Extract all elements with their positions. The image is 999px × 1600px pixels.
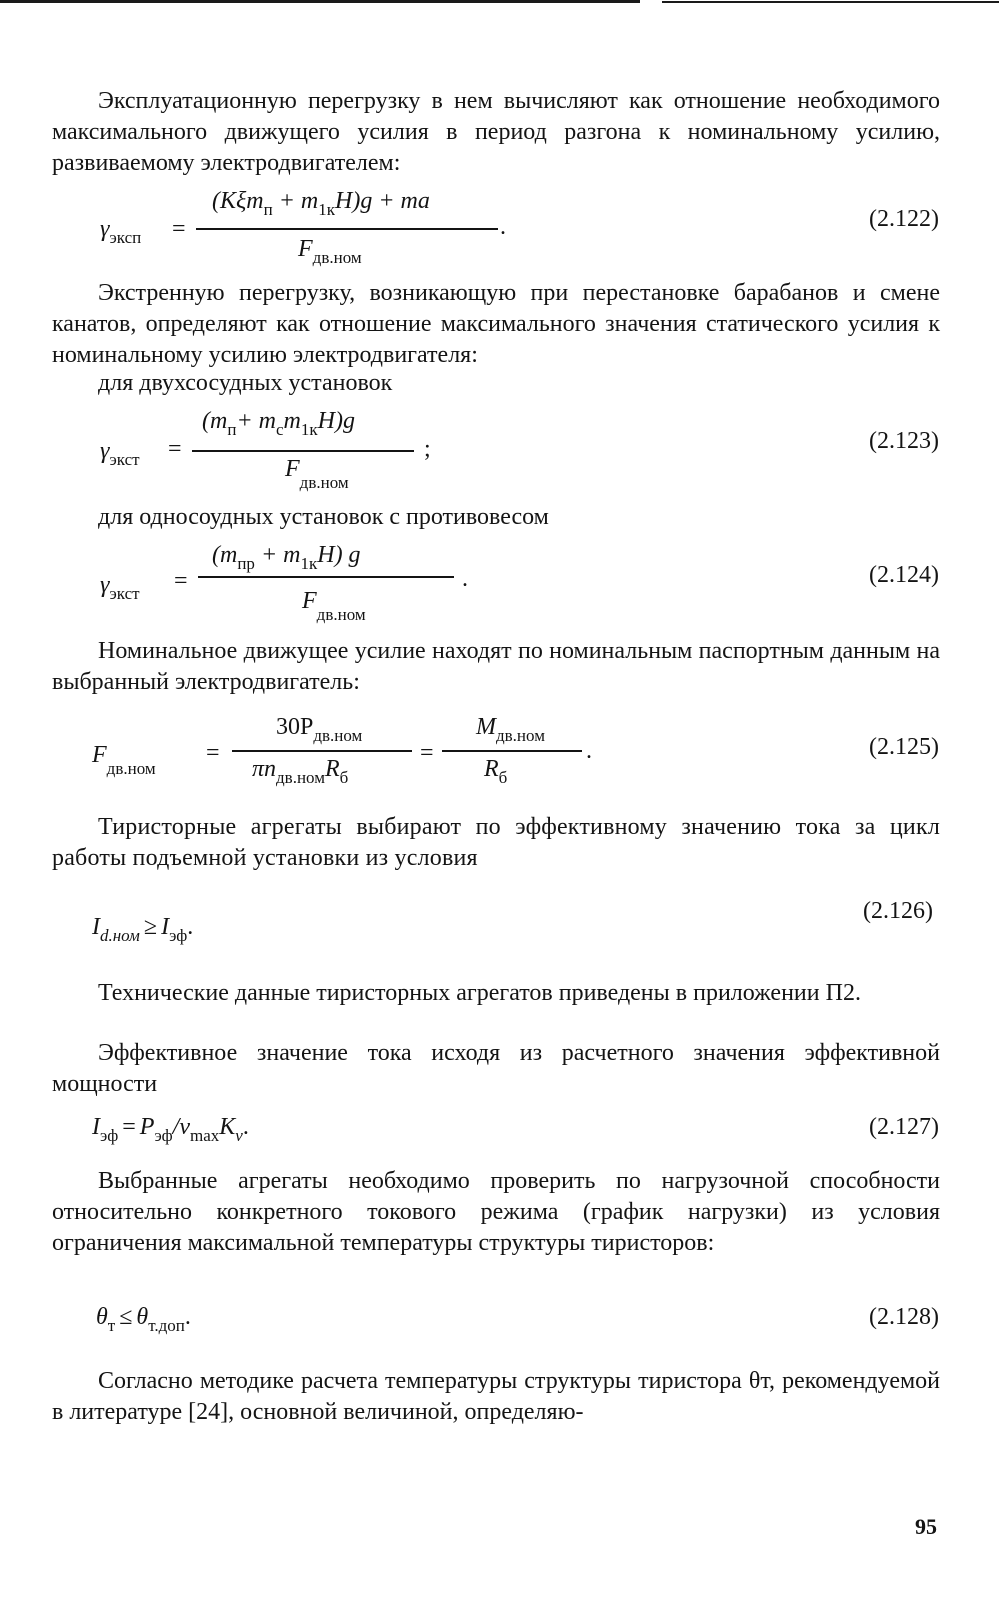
eq125-fraction-line-1 [232,750,412,752]
eq125-denominator-2: $R_б$ [484,756,508,787]
paragraph-6: Технические данные тиристорных агрегатов приведены в приложении П2. [98,980,861,1006]
paragraph-1: Эксплуатационную перегрузку в нем вычисляют как отношение необходимого максимального движущего усилия в период разгона к номинальному усилию, развиваемому электродвигателем: [52,88,940,176]
eq122-lhs: $\gamma_{эксп}$ [100,216,142,247]
eq128-expression: $\theta_т \le \theta_{т.доп}$. [96,1304,191,1335]
eq125-numerator-2: $M_{дв.ном}$ [476,714,545,745]
eq127-expression: $I_{эф} = P_{эф}/v_{max}K_v$. [92,1114,249,1145]
eq122-numerator: $(K\xi m_п + m_{1к}H)g$ + ma [212,188,430,219]
paragraph-7: Эффективное значение тока исходя из расчетного значения эффективной мощности [52,1040,940,1097]
eq124-fraction-line [198,576,454,578]
eq123-lhs: $\gamma_{экст}$ [100,438,140,469]
eq124-lhs: $\gamma_{экст}$ [100,572,140,603]
eq125-lhs: $F_{дв.ном}$ [92,742,156,778]
eq124-number: (2.124) [869,562,939,588]
eq125-numerator-1: $30P_{дв.ном}$ [276,714,363,745]
paragraph-8: Выбранные агрегаты необходимо проверить по нагрузочной способности относительно конкретного токового режима (график нагрузки) из условия ограничения максимальной температуры структуры тиристоров: [52,1168,940,1256]
eq125-number: (2.125) [869,734,939,760]
paragraph-9: Согласно методике расчета температуры структуры тиристора θт, рекомендуемой в литературе [24], основной величиной, определяю- [52,1368,940,1425]
top-rule-right [662,1,999,3]
top-rule [0,0,640,3]
paragraph-5: Тиристорные агрегаты выбирают по эффективному значению тока за цикл работы подъемной установки из условия [52,814,940,871]
paragraph-2: Экстренную перегрузку, возникающую при перестановке барабанов и смене канатов, определяют как отношение максимального значения статического усилия к номинальному усилию электродвигателя: [52,280,940,368]
eq123-denominator: $F_{дв.ном}$ [285,456,349,492]
eq122-denominator: $F_{дв.ном}$ [298,236,362,267]
eq123-fraction-line [192,450,414,452]
eq122-number: (2.122) [869,206,939,232]
eq128-number: (2.128) [869,1304,939,1330]
eq124-denominator: $F_{дв.ном}$ [302,588,366,624]
paragraph-3: для односоудных установок с противовесом [98,504,549,530]
eq125-fraction-line-2 [442,750,582,752]
eq123-number: (2.123) [869,428,939,454]
eq125-denominator-1: $\pi n_{дв.ном}R_б$ [252,756,349,787]
page-number: 95 [915,1514,937,1539]
paragraph-2b: для двухсосудных установок [98,370,393,396]
paragraph-4: Номинальное движущее усилие находят по номинальным паспортным данным на выбранный электродвигатель: [52,638,940,695]
eq124-numerator: $(m_{пр} + m_{1к}H)$ g [212,542,361,573]
eq126-expression: $I_{d.ном} \ge I_{эф}$. [92,914,194,945]
eq123-numerator: $(m_п+ m_сm_{1к}H)g$ [202,408,355,439]
eq126-number: (2.126) [863,898,933,924]
eq122-fraction-line [196,228,498,230]
eq127-number: (2.127) [869,1114,939,1140]
